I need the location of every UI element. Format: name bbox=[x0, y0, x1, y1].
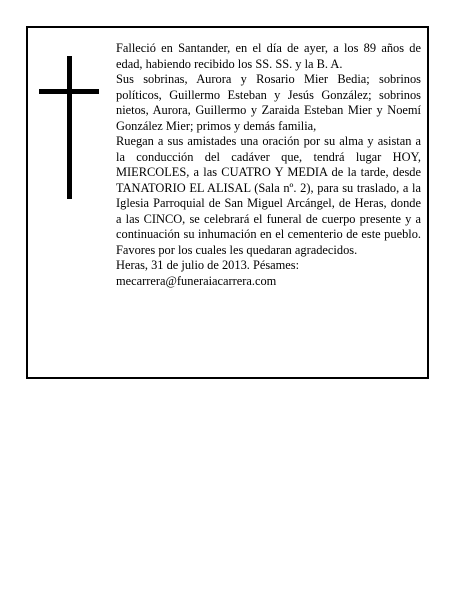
cross-horizontal-bar bbox=[39, 89, 99, 94]
notice-paragraph-ceremony: Ruegan a sus amistades una oración por su alma y asistan a la conducción del cadáver que, tendrá lugar HOY, MIERCOLES, a las CUATRO Y MEDIA de la tarde, desde TANATORIO EL ALISAL (Sala nº. 2), para su traslado, a la Iglesia Parroquial de San Miguel Arcángel, de Heras, donde a las CINCO, se celebrará el funeral de cuerpo presente y a continuación su inhumación en el cementerio de este pueblo. Favores por los cuales les quedaran agradecidos. bbox=[116, 134, 421, 257]
notice-paragraph-closing: Heras, 31 de julio de 2013. Pésames: bbox=[116, 258, 300, 272]
condolence-email: mecarrera@funeraiacarrera.com bbox=[116, 273, 277, 288]
notice-paragraph-family: Sus sobrinas, Aurora y Rosario Mier Bedia; sobrinos políticos, Guillermo Esteban y Jesús González; sobrinos nietos, Aurora, Guillermo y Zaraida Esteban Mier y Noemí González Mier; primos y demás familia, bbox=[116, 72, 421, 133]
notice-paragraph-death: Falleció en Santander, en el día de ayer, a los 89 años de edad, habiendo recibido los SS. SS. y la B. A. bbox=[116, 41, 421, 71]
obituary-notice bbox=[26, 26, 429, 379]
cross-vertical-bar bbox=[67, 56, 72, 199]
notice-email-line bbox=[116, 274, 421, 290]
cross-icon bbox=[39, 56, 99, 199]
notice-text bbox=[116, 41, 421, 289]
